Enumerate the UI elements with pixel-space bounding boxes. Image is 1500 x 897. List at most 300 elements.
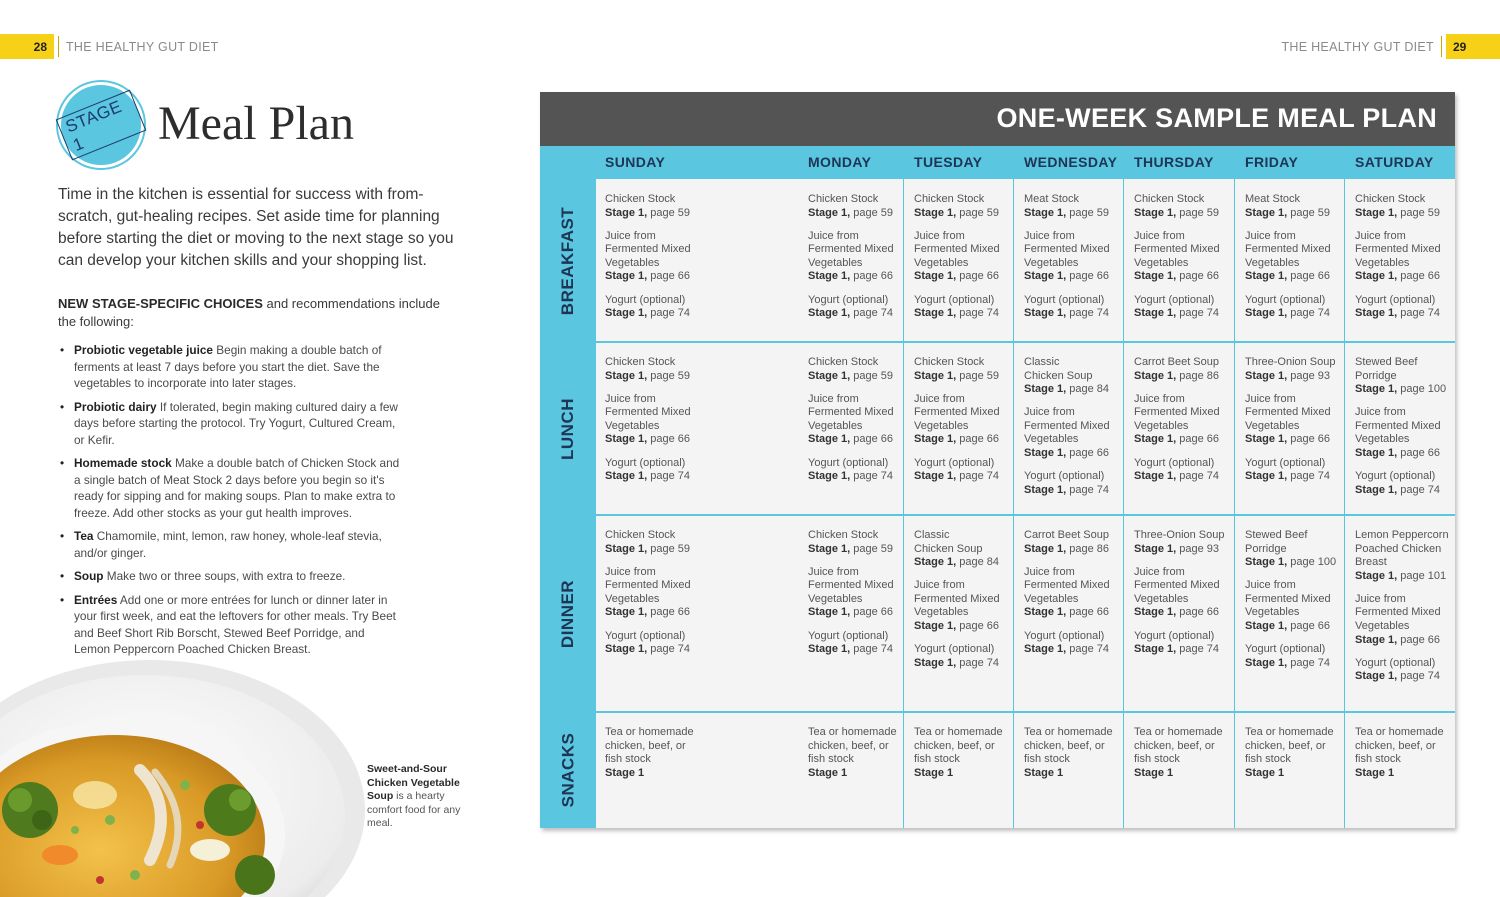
meal-item-stage: Stage 1, (914, 470, 957, 483)
meal-item-stage: Stage 1, (914, 206, 957, 219)
meal-item-stage: Stage 1, (1355, 633, 1398, 646)
meal-item-stage: Stage 1, (1355, 383, 1398, 396)
meal-item-name: Yogurt (optional) (1134, 629, 1215, 642)
list-item (58, 592, 403, 658)
meal-item (914, 356, 1014, 383)
meal-item (605, 529, 795, 556)
meal-item-name: Chicken Stock (605, 529, 676, 541)
meal-item-name: Tea or homemade chicken, beef, or fish stock (1024, 726, 1113, 766)
list-item-term: Soup (74, 569, 104, 583)
meal-item-page: page 66 (1066, 447, 1110, 460)
meal-item (605, 566, 795, 620)
meal-item-page: page 74 (1397, 483, 1441, 496)
meal-item (1024, 726, 1124, 780)
header-divider (58, 36, 59, 57)
meal-item (1355, 657, 1455, 684)
meal-item-name: Juice from Fermented Mixed Vegetables (914, 579, 1000, 619)
meal-item (914, 457, 1014, 484)
meal-item (808, 393, 904, 447)
meal-plan-table (540, 92, 1455, 828)
meal-item-page: page 74 (956, 307, 1000, 320)
meal-item-page: page 59 (647, 542, 691, 555)
meal-item (605, 630, 795, 657)
meal-item-page: page 59 (1066, 206, 1110, 219)
meal-item-stage: Stage 1, (1024, 542, 1067, 555)
meal-item (1245, 457, 1345, 484)
meal-item-stage: Stage 1, (1245, 656, 1288, 669)
meal-item (808, 457, 904, 484)
meal-cell (1355, 726, 1455, 790)
meal-item-name: Yogurt (optional) (1134, 293, 1215, 306)
meal-item-page: page 59 (1397, 206, 1441, 219)
list-item (58, 342, 403, 392)
meal-item (808, 230, 904, 284)
meal-item-stage: Stage 1, (1134, 542, 1177, 555)
meal-cell (1024, 356, 1124, 507)
meal-item-page: page 93 (1287, 369, 1331, 382)
meal-item (1355, 230, 1455, 284)
meal-item-name: Tea or homemade chicken, beef, or fish stock (1355, 726, 1444, 766)
meal-item-stage: Stage 1, (1355, 206, 1398, 219)
list-item-text: Begin making a double batch of ferments at least 7 days before you start the diet. Save the vegetables to incorporate into later stages. (74, 343, 382, 390)
meal-item-page: page 74 (647, 307, 691, 320)
meal-item-page: page 59 (647, 206, 691, 219)
meal-cell (605, 726, 795, 790)
meal-cell (1245, 726, 1345, 790)
meal-item-stage: Stage 1, (1024, 206, 1067, 219)
meal-item-page: page 59 (1176, 206, 1220, 219)
meal-item-page: page 74 (1176, 307, 1220, 320)
meal-plan-header (540, 92, 1455, 146)
meal-item-name: Classic Chicken Soup (1024, 356, 1093, 382)
meal-item (808, 630, 904, 657)
meal-item (1245, 393, 1345, 447)
meal-item-page: page 84 (956, 556, 1000, 569)
meal-item (1024, 529, 1124, 556)
meal-item-page: page 59 (956, 369, 1000, 382)
meal-cell (1024, 726, 1124, 790)
meal-item (605, 356, 795, 383)
recommendation-list (58, 342, 403, 665)
meal-item-stage: Stage 1, (1355, 670, 1398, 683)
meal-item-name: Juice from Fermented Mixed Vegetables (1245, 229, 1331, 269)
meal-item-name: Yogurt (optional) (1355, 293, 1436, 306)
meal-item (1355, 406, 1455, 460)
meal-item-name: Juice from Fermented Mixed Vegetables (808, 229, 894, 269)
meal-item-page: page 66 (850, 606, 894, 619)
day-header: SATURDAY (1355, 154, 1434, 170)
right-page-number: 29 (1446, 34, 1500, 59)
meal-item-stage: Stage 1, (1024, 483, 1067, 496)
meal-item-stage: Stage 1, (914, 270, 957, 283)
meal-item-name: Meat Stock (1024, 193, 1080, 205)
meal-item (1024, 193, 1124, 220)
stage-badge-label: STAGE 1 (56, 90, 147, 161)
meal-item-page: page 66 (956, 620, 1000, 633)
meal-item-page: page 66 (850, 270, 894, 283)
meal-item (1245, 193, 1345, 220)
meal-item-stage: Stage 1, (605, 307, 648, 320)
meal-item-name: Juice from Fermented Mixed Vegetables (1134, 229, 1220, 269)
meal-item-page: page 74 (956, 470, 1000, 483)
stage-badge (58, 82, 144, 168)
left-running-head: THE HEALTHY GUT DIET (66, 40, 219, 54)
meal-item-stage: Stage 1, (808, 606, 851, 619)
meal-item-name: Juice from Fermented Mixed Vegetables (605, 392, 691, 432)
meal-item-stage: Stage 1, (808, 433, 851, 446)
meal-item-name: Yogurt (optional) (1024, 470, 1105, 483)
meal-item-page: page 86 (1176, 369, 1220, 382)
list-item-term: Probiotic dairy (74, 399, 157, 414)
meal-item-stage: Stage 1, (1245, 556, 1288, 569)
meal-item-stage: Stage 1 (1024, 766, 1064, 779)
meal-item-stage: Stage 1 (808, 766, 848, 779)
meal-item-name: Juice from Fermented Mixed Vegetables (1355, 406, 1441, 446)
meal-item-name: Chicken Stock (914, 356, 985, 368)
meal-label (540, 179, 596, 342)
meal-item-name: Chicken Stock (605, 193, 676, 205)
meal-item-name: Tea or homemade chicken, beef, or fish stock (914, 726, 1003, 766)
meal-item-page: page 74 (1287, 656, 1331, 669)
meal-item-stage: Stage 1, (1134, 433, 1177, 446)
meal-item-stage: Stage 1, (1355, 447, 1398, 460)
meal-item-name: Juice from Fermented Mixed Vegetables (1134, 565, 1220, 605)
meal-item (1134, 294, 1234, 321)
meal-item-page: page 66 (1176, 606, 1220, 619)
meal-grid (596, 179, 1455, 828)
meal-item (1134, 630, 1234, 657)
meal-item-name: Chicken Stock (605, 356, 676, 368)
day-header: WEDNESDAY (1024, 154, 1118, 170)
left-page-number: 28 (0, 34, 54, 59)
meal-item-page: page 74 (1066, 643, 1110, 656)
meal-item-stage: Stage 1, (808, 643, 851, 656)
meal-item (1245, 726, 1345, 780)
meal-cell (914, 726, 1014, 790)
meal-item (1245, 356, 1345, 383)
list-item-term: Probiotic vegetable juice (74, 343, 213, 357)
meal-item-stage: Stage 1, (605, 369, 648, 382)
meal-item-name: Classic Chicken Soup (914, 529, 983, 555)
meal-item-name: Yogurt (optional) (808, 629, 889, 642)
meal-item (1024, 294, 1124, 321)
row-divider (596, 514, 1455, 516)
meal-item (1245, 230, 1345, 284)
meal-item-name: Juice from Fermented Mixed Vegetables (1355, 229, 1441, 269)
meal-item-name: Juice from Fermented Mixed Vegetables (1355, 592, 1441, 633)
day-header: THURSDAY (1134, 154, 1214, 170)
soup-photo (0, 660, 370, 897)
meal-cell (1355, 356, 1455, 507)
meal-item-page: page 74 (1176, 470, 1220, 483)
meal-item-page: page 66 (1287, 270, 1331, 283)
day-header: MONDAY (808, 154, 872, 170)
list-item-term: Entrées (74, 592, 118, 607)
meal-item-page: page 66 (647, 433, 691, 446)
meal-cell (808, 356, 904, 493)
photo-caption (367, 763, 467, 831)
meal-item-name: Lemon Peppercorn Poached Chicken Breast (1355, 529, 1449, 569)
meal-item-page: page 66 (850, 433, 894, 446)
lead-paragraph (58, 295, 458, 331)
meal-cell (1134, 356, 1234, 493)
meal-item (808, 566, 904, 620)
meal-item-stage: Stage 1, (914, 369, 957, 382)
meal-item-name: Yogurt (optional) (808, 293, 889, 306)
meal-label-text: SNACKS (558, 732, 578, 808)
meal-item-stage: Stage 1, (1134, 606, 1177, 619)
meal-item-stage: Stage 1, (1024, 606, 1067, 619)
meal-item (605, 393, 795, 447)
meal-item-name: Chicken Stock (808, 529, 879, 541)
meal-item-name: Juice from Fermented Mixed Vegetables (1024, 406, 1110, 446)
meal-item-name: Juice from Fermented Mixed Vegetables (605, 229, 691, 269)
meal-item-name: Yogurt (optional) (808, 456, 889, 469)
meal-item (1134, 230, 1234, 284)
meal-item-stage: Stage 1, (1134, 470, 1177, 483)
row-divider (596, 711, 1455, 713)
meal-item-stage: Stage 1, (1355, 483, 1398, 496)
meal-item-name: Meat Stock (1245, 193, 1301, 205)
meal-item-name: Yogurt (optional) (1024, 629, 1105, 642)
meal-item (1245, 643, 1345, 670)
meal-item-name: Yogurt (optional) (1024, 293, 1105, 306)
meal-item (1024, 566, 1124, 620)
meal-item-stage: Stage 1, (1245, 369, 1288, 382)
meal-cell (808, 726, 904, 790)
meal-item-page: page 74 (1066, 483, 1110, 496)
meal-item (808, 356, 904, 383)
soup-bowl-illustration (0, 660, 370, 897)
meal-item-name: Juice from Fermented Mixed Vegetables (1245, 579, 1331, 619)
meal-item (1355, 356, 1455, 397)
meal-item-page: page 74 (850, 470, 894, 483)
meal-item-stage: Stage 1, (1245, 433, 1288, 446)
meal-item (1024, 470, 1124, 497)
meal-item-name: Tea or homemade chicken, beef, or fish stock (605, 726, 694, 766)
meal-item (914, 579, 1014, 633)
meal-item (914, 726, 1014, 780)
meal-item (808, 193, 904, 220)
meal-item (808, 294, 904, 321)
meal-item-name: Yogurt (optional) (1134, 456, 1215, 469)
meal-item-stage: Stage 1, (605, 606, 648, 619)
list-item-text: Make two or three soups, with extra to freeze. (103, 569, 346, 583)
right-running-head: THE HEALTHY GUT DIET (1281, 40, 1434, 54)
meal-item-stage: Stage 1, (1245, 470, 1288, 483)
meal-cell (914, 529, 1014, 680)
meal-item (1024, 230, 1124, 284)
meal-item-page: page 66 (1397, 270, 1441, 283)
column-divider (1234, 179, 1235, 828)
meal-item-name: Juice from Fermented Mixed Vegetables (1245, 392, 1331, 432)
list-item (58, 455, 403, 521)
meal-item-stage: Stage 1, (1245, 206, 1288, 219)
meal-item-page: page 74 (1287, 307, 1331, 320)
meal-item-name: Yogurt (optional) (1355, 656, 1436, 669)
meal-item-name: Stewed Beef Porridge (1355, 356, 1418, 382)
meal-cell (1134, 193, 1234, 330)
meal-item-name: Chicken Stock (1355, 193, 1426, 205)
meal-item (605, 457, 795, 484)
meal-item (1355, 529, 1455, 583)
caption-text: is a hearty comfort food for any meal. (367, 790, 461, 829)
meal-item-stage: Stage 1 (1245, 766, 1285, 779)
meal-item-name: Tea or homemade chicken, beef, or fish stock (1245, 726, 1334, 766)
meal-cell (1245, 193, 1345, 330)
meal-item (1134, 566, 1234, 620)
page-title: Meal Plan (158, 97, 354, 150)
meal-item-page: page 59 (647, 369, 691, 382)
meal-plan-title: ONE-WEEK SAMPLE MEAL PLAN (996, 103, 1437, 133)
meal-item (914, 529, 1014, 570)
meal-item-name: Juice from Fermented Mixed Vegetables (808, 392, 894, 432)
meal-item-page: page 74 (1397, 670, 1441, 683)
meal-item-name: Carrot Beet Soup (1024, 529, 1109, 541)
meal-item-page: page 74 (956, 656, 1000, 669)
meal-item (1245, 579, 1345, 633)
meal-item (1355, 726, 1455, 780)
meal-item (1134, 457, 1234, 484)
meal-item-page: page 59 (850, 206, 894, 219)
meal-item-stage: Stage 1, (605, 206, 648, 219)
meal-item-name: Yogurt (optional) (914, 293, 995, 306)
meal-item (914, 230, 1014, 284)
meal-item-stage: Stage 1 (1355, 766, 1395, 779)
meal-cell (808, 193, 904, 330)
meal-cell (1134, 726, 1234, 790)
meal-label (540, 515, 596, 712)
meal-item-stage: Stage 1, (1355, 569, 1398, 582)
meal-item-stage: Stage 1, (808, 369, 851, 382)
meal-item-name: Yogurt (optional) (1245, 643, 1326, 656)
meal-item-page: page 66 (956, 270, 1000, 283)
meal-item-name: Stewed Beef Porridge (1245, 529, 1308, 555)
meal-cell (914, 356, 1014, 493)
meal-label-text: BREAKFAST (558, 206, 577, 315)
meal-item-name: Juice from Fermented Mixed Vegetables (1024, 229, 1110, 269)
meal-item-page: page 66 (1176, 433, 1220, 446)
meal-item-name: Yogurt (optional) (914, 643, 995, 656)
meal-item-page: page 66 (956, 433, 1000, 446)
meal-item-stage: Stage 1, (1245, 620, 1288, 633)
meal-item-stage: Stage 1 (605, 766, 645, 779)
meal-cell (1134, 529, 1234, 666)
meal-item-stage: Stage 1, (808, 542, 851, 555)
meal-item (1245, 529, 1345, 570)
meal-cell (914, 193, 1014, 330)
day-header: SUNDAY (605, 154, 666, 170)
meal-item (914, 643, 1014, 670)
meal-cell (1024, 529, 1124, 666)
meal-item-page: page 59 (1287, 206, 1331, 219)
lead-text: and recommendations include the following: (58, 296, 440, 329)
meal-item-stage: Stage 1, (605, 542, 648, 555)
meal-cell (605, 193, 795, 330)
meal-cell (1355, 193, 1455, 330)
meal-item (1134, 393, 1234, 447)
meal-item-stage: Stage 1, (914, 307, 957, 320)
list-item-text: Add one or more entrées for lunch or dinner later in your first week, and eat the leftovers for other meals. Try Beet and Beef Short Rib Borscht, Stewed Beef Porridge, and Lemon Peppercorn Poached Chicken Breast. (74, 592, 396, 656)
meal-item-name: Yogurt (optional) (914, 456, 995, 469)
meal-item-stage: Stage 1, (808, 206, 851, 219)
meal-item-page: page 66 (647, 270, 691, 283)
header-divider (1441, 36, 1442, 57)
meal-item-name: Chicken Stock (808, 356, 879, 368)
list-item-text: If tolerated, begin making cultured dairy a few days before starting the protocol. Try Yogurt, Cultured Cream, or Kefir. (74, 399, 398, 447)
meal-item-stage: Stage 1, (914, 433, 957, 446)
meal-item-page: page 66 (1066, 606, 1110, 619)
meal-item-name: Juice from Fermented Mixed Vegetables (914, 392, 1000, 432)
meal-item-name: Tea or homemade chicken, beef, or fish stock (808, 726, 897, 766)
meal-item-stage: Stage 1 (914, 766, 954, 779)
list-item (58, 399, 403, 449)
meal-item (605, 294, 795, 321)
meal-item (1134, 193, 1234, 220)
meal-item (605, 726, 795, 780)
meal-label (540, 342, 596, 515)
meal-item-stage: Stage 1, (914, 556, 957, 569)
meal-item (914, 393, 1014, 447)
meal-item-name: Juice from Fermented Mixed Vegetables (1024, 565, 1110, 605)
meal-cell (605, 356, 795, 493)
meal-item-stage: Stage 1, (1134, 369, 1177, 382)
caption-bold: Sweet-and-Sour Chicken Vegetable Soup (367, 763, 460, 802)
meal-item-name: Chicken Stock (914, 193, 985, 205)
meal-item-name: Three-Onion Soup (1134, 529, 1225, 541)
meal-item (605, 230, 795, 284)
list-item-term: Tea (74, 529, 94, 543)
meal-item-page: page 66 (1287, 433, 1331, 446)
intro-paragraph: Time in the kitchen is essential for success with from-scratch, gut-healing recipes. Set aside time for planning before starting the diet or moving to the next stage so you can develop your kitchen skills and your shopping list. (58, 186, 454, 269)
meal-label-text: DINNER (558, 579, 578, 648)
meal-item-name: Yogurt (optional) (605, 293, 686, 306)
meal-cell (605, 529, 795, 666)
meal-item-page: page 74 (1287, 470, 1331, 483)
meal-item-stage: Stage 1, (1134, 206, 1177, 219)
meal-item-page: page 66 (1176, 270, 1220, 283)
meal-item (1245, 294, 1345, 321)
meal-item-name: Yogurt (optional) (1245, 293, 1326, 306)
meal-item (1355, 294, 1455, 321)
meal-item (808, 529, 904, 556)
meal-item (1355, 470, 1455, 497)
meal-item-stage: Stage 1, (1024, 383, 1067, 396)
meal-item-name: Yogurt (optional) (1355, 470, 1436, 483)
meal-item-name: Yogurt (optional) (1245, 456, 1326, 469)
meal-item (1024, 356, 1124, 397)
meal-item-name: Three-Onion Soup (1245, 356, 1336, 368)
meal-item-page: page 59 (956, 206, 1000, 219)
meal-item-page: page 74 (1397, 307, 1441, 320)
meal-cell (1024, 193, 1124, 330)
meal-item-name: Juice from Fermented Mixed Vegetables (605, 565, 691, 605)
meal-item-page: page 66 (1287, 620, 1331, 633)
meal-item-page: page 101 (1397, 569, 1447, 582)
meal-item (1024, 406, 1124, 460)
meal-item-page: page 74 (1176, 643, 1220, 656)
list-item (58, 568, 403, 585)
list-item (58, 528, 403, 561)
meal-item-stage: Stage 1, (914, 620, 957, 633)
meal-item-stage: Stage 1, (1024, 447, 1067, 460)
meal-item (1355, 193, 1455, 220)
day-header: FRIDAY (1245, 154, 1299, 170)
meal-item (808, 726, 904, 780)
meal-item (1024, 630, 1124, 657)
meal-item-stage: Stage 1, (1134, 307, 1177, 320)
meal-item-name: Chicken Stock (808, 193, 879, 205)
